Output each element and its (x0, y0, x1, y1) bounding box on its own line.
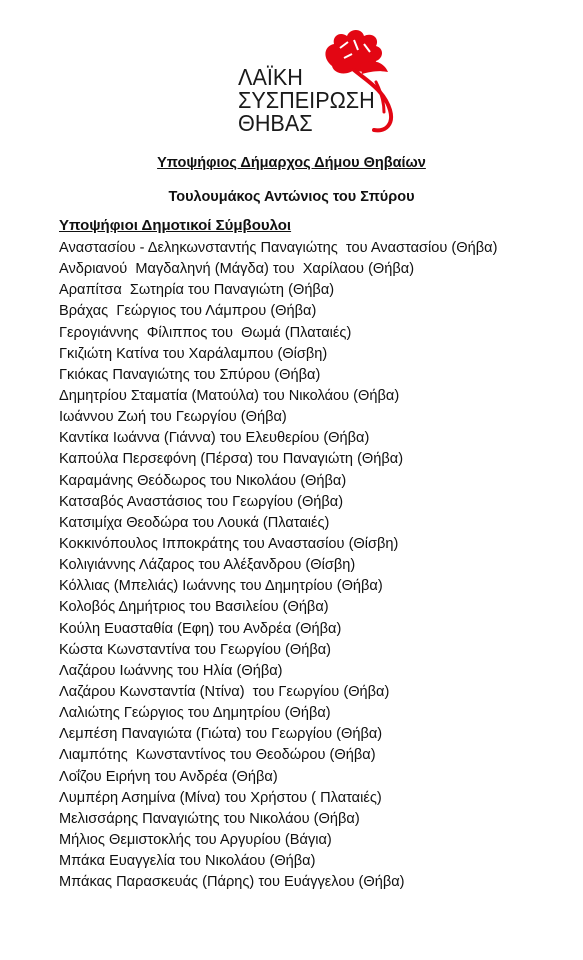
logo-line-1: ΛΑΪΚΗ (238, 64, 303, 90)
list-item: Δημητρίου Σταματία (Ματούλα) του Νικολάου (Θήβα) (59, 387, 400, 404)
list-item: Λαζάρου Κωνσταντία (Ντίνα) του Γεωργίου (Θήβα) (59, 683, 390, 700)
list-item: Λυμπέρη Ασημίνα (Μίνα) του Χρήστου ( Πλαταιές) (59, 789, 382, 806)
mayor-heading-text: Υποψήφιος Δήμαρχος Δήμου Θηβαίων (157, 155, 426, 171)
candidate-list (59, 238, 497, 893)
list-item: Λοΐζου Ειρήνη του Ανδρέα (Θήβα) (59, 768, 278, 785)
list-item: Καραμάνης Θεόδωρος του Νικολάου (Θήβα) (59, 472, 347, 489)
list-item: Κόλλιας (Μπελιάς) Ιωάννης του Δημητρίου (Θήβα) (59, 578, 383, 595)
list-item: Καντίκα Ιωάννα (Γιάννα) του Ελευθερίου (Θήβα) (59, 430, 370, 447)
list-item: Κούλη Ευασταθία (Εφη) του Ανδρέα (Θήβα) (59, 620, 342, 637)
mayor-heading (0, 155, 583, 171)
list-item: Γκιζιώτη Κατίνα του Χαράλαμπου (Θίσβη) (59, 345, 328, 362)
list-item: Αραπίτσα Σωτηρία του Παναγιώτη (Θήβα) (59, 282, 335, 299)
party-logo (232, 28, 412, 153)
list-item: Μήλιος Θεμιστοκλής του Αργυρίου (Βάγια) (59, 831, 332, 848)
list-item: Βράχας Γεώργιος του Λάμπρου (Θήβα) (59, 303, 317, 320)
list-item: Μπάκα Ευαγγελία του Νικολάου (Θήβα) (59, 853, 316, 870)
list-item: Κολιγιάννης Λάζαρος του Αλέξανδρου (Θίσβη) (59, 557, 356, 574)
list-item: Ιωάννου Ζωή του Γεωργίου (Θήβα) (59, 409, 287, 426)
list-item: Ανδριανού Μαγδαληνή (Μάγδα) του Χαρίλαου (Θήβα) (59, 261, 415, 278)
list-item: Γερογιάννης Φίλιππος του Θωμά (Πλαταιές) (59, 324, 352, 341)
list-item: Κοκκινόπουλος Ιπποκράτης του Αναστασίου (Θίσβη) (59, 535, 399, 552)
council-heading: Υποψήφιοι Δημοτικοί Σύμβουλοι (59, 217, 292, 234)
list-item: Λεμπέση Παναγιώτα (Γιώτα) του Γεωργίου (Θήβα) (59, 726, 383, 743)
list-item: Κατσαβός Αναστάσιος του Γεωργίου (Θήβα) (59, 493, 344, 510)
list-item: Μελισσάρης Παναγιώτης του Νικολάου (Θήβα) (59, 810, 360, 827)
list-item: Κολοβός Δημήτριος του Βασιλείου (Θήβα) (59, 599, 329, 616)
list-item: Κατσιμίχα Θεοδώρα του Λουκά (Πλαταιές) (59, 514, 330, 531)
list-item: Γκιόκας Παναγιώτης του Σπύρου (Θήβα) (59, 366, 321, 383)
mayor-candidate-name: Τουλουμάκος Αντώνιος του Σπύρου (168, 189, 415, 205)
list-item: Λαζάρου Ιωάννης του Ηλία (Θήβα) (59, 662, 283, 679)
logo-line-2: ΣΥΣΠΕΙΡΩΣΗ (238, 87, 375, 113)
list-item: Μπάκας Παρασκευάς (Πάρης) του Ευάγγελου (Θήβα) (59, 874, 405, 891)
list-item: Αναστασίου - Δεληκωνσταντής Παναγιώτης του Αναστασίου (Θήβα) (59, 240, 498, 256)
logo-text (238, 66, 387, 135)
list-item: Κώστα Κωνσταντίνα του Γεωργίου (Θήβα) (59, 641, 332, 658)
list-item: Λιαμπότης Κωνσταντίνος του Θεοδώρου (Θήβα) (59, 747, 376, 764)
logo-line-3: ΘΗΒΑΣ (238, 110, 313, 136)
list-item: Λαλιώτης Γεώργιος του Δημητρίου (Θήβα) (59, 705, 331, 722)
list-item: Καπούλα Περσεφόνη (Πέρσα) του Παναγιώτη (Θήβα) (59, 451, 404, 468)
